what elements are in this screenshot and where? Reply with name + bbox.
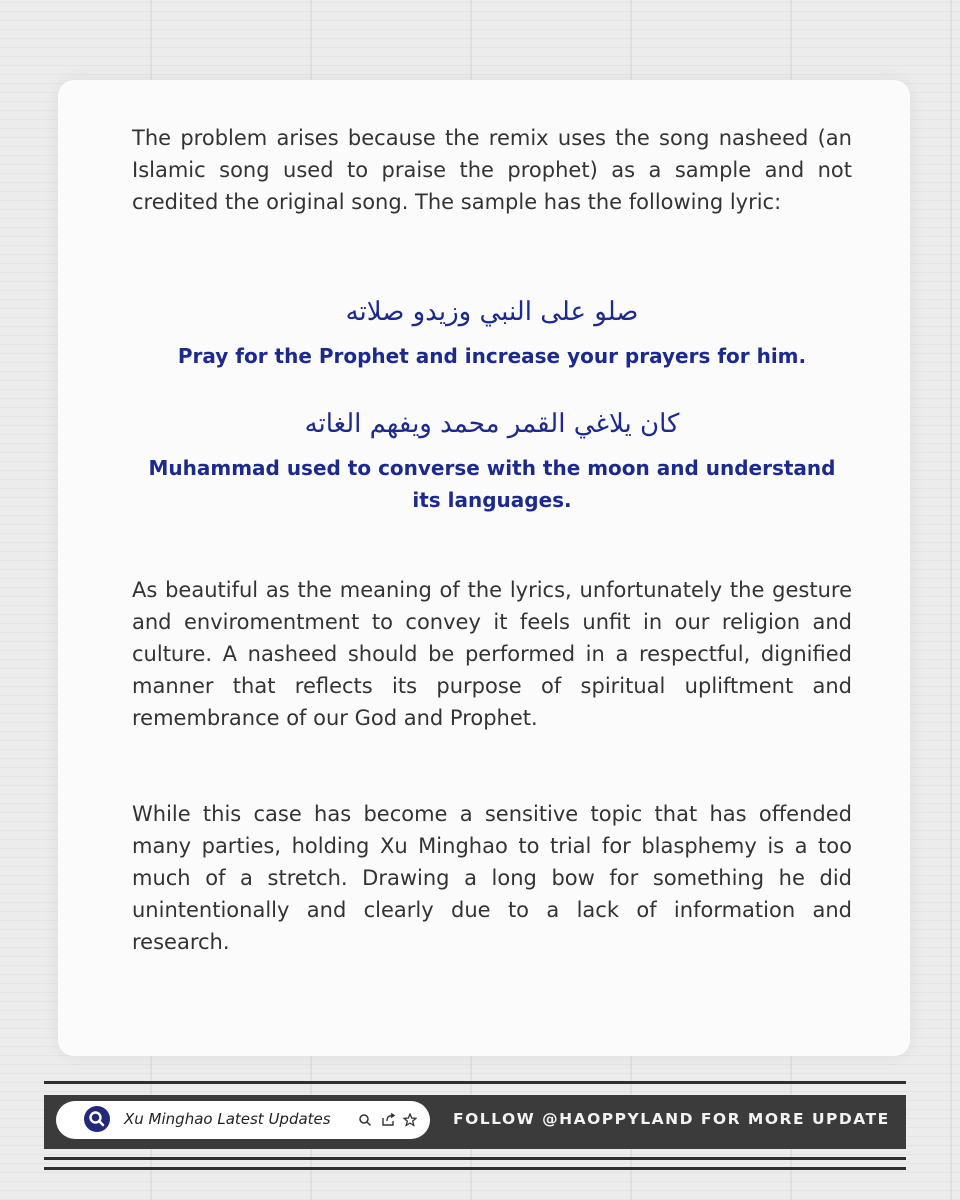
- follow-banner-text: FOLLOW @HAOPPYLAND FOR MORE UPDATE: [453, 1110, 890, 1128]
- search-icon[interactable]: [358, 1112, 372, 1131]
- lyric-arabic: صلو على النبي وزيدو صلاته: [345, 297, 639, 327]
- search-query-text: Xu Minghao Latest Updates: [124, 1110, 331, 1128]
- share-icon[interactable]: [381, 1112, 396, 1131]
- star-icon[interactable]: [403, 1112, 417, 1131]
- footer-bottom-rule-2: [44, 1167, 906, 1170]
- lyric-translation: Pray for the Prophet and increase your prayers for him.: [177, 344, 807, 368]
- footer-bottom-rule: [44, 1157, 906, 1160]
- intro-paragraph: The problem arises because the remix uses the song nasheed (an Islamic song used to praise the prophet) as a sample and not credited the original song. The sample has the following lyric:: [132, 126, 852, 214]
- search-icon[interactable]: [84, 1106, 110, 1132]
- opinion-paragraph: As beautiful as the meaning of the lyrics, unfortunately the gesture and enviromentment to convey it feels unfit in our religion and culture. A nasheed should be performed in a respectful, dignified manner that reflects its purpose of spiritual upliftment and remembrance of our God and Prophet.: [132, 578, 852, 730]
- footer-top-rule: [44, 1081, 906, 1084]
- conclusion-paragraph: While this case has become a sensitive topic that has offended many parties, holding Xu Minghao to trial for blasphemy is a too much of a stretch. Drawing a long bow for something he did unintentionally and clearly due to a lack of information and research.: [132, 802, 852, 954]
- lyric-translation: Muhammad used to converse with the moon and understand its languages.: [148, 456, 836, 512]
- lyric-2: [132, 404, 852, 516]
- article-body: [132, 122, 852, 958]
- lyric-arabic: كان يلاغي القمر محمد ويفهم الغاته: [304, 409, 680, 439]
- lyric-1: [132, 292, 852, 372]
